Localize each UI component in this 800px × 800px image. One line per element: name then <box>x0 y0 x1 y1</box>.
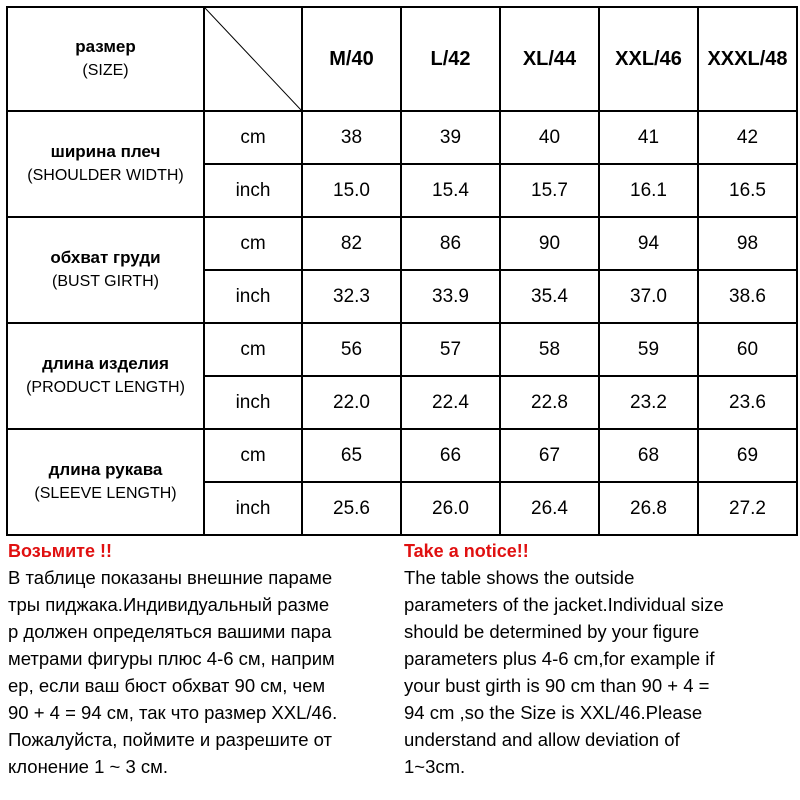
notice-line: parameters of the jacket.Individual size <box>404 594 724 615</box>
table-row-product-length-cm <box>7 323 797 376</box>
value-cell: 23.6 <box>698 376 797 429</box>
notice-line: your bust girth is 90 cm than 90 + 4 = <box>404 675 710 696</box>
notice-line: метрами фигуры плюс 4-6 см, наприм <box>8 648 335 669</box>
row-label-main: ширина плеч <box>50 142 161 161</box>
unit-inch-cell: inch <box>204 164 302 217</box>
value-cell: 35.4 <box>500 270 599 323</box>
value-cell: 26.4 <box>500 482 599 535</box>
value-cell: 90 <box>500 217 599 270</box>
row-label-sub: (SHOULDER WIDTH) <box>27 167 184 184</box>
notice-line: Пожалуйста, поймите и разрешите от <box>8 729 333 750</box>
value-cell: 26.0 <box>401 482 500 535</box>
unit-cm-cell: cm <box>204 429 302 482</box>
row-label-sub: (BUST GIRTH) <box>52 273 159 290</box>
row-label-main: длина изделия <box>42 354 169 373</box>
value-cell: 15.7 <box>500 164 599 217</box>
notice-line: тры пиджака.Индивидуальный разме <box>8 594 330 615</box>
row-label-product-length <box>7 323 204 429</box>
notice-line: understand and allow deviation of <box>404 729 680 750</box>
value-cell: 15.0 <box>302 164 401 217</box>
notice-line: 94 cm ,so the Size is XXL/46.Please <box>404 702 703 723</box>
value-cell: 22.4 <box>401 376 500 429</box>
row-label-bust-girth <box>7 217 204 323</box>
notice-russian <box>8 538 396 780</box>
value-cell: 39 <box>401 111 500 164</box>
value-cell: 58 <box>500 323 599 376</box>
value-cell: 66 <box>401 429 500 482</box>
row-label-sub: (PRODUCT LENGTH) <box>26 379 185 396</box>
size-header-l42: L/42 <box>401 7 500 111</box>
notice-line: В таблице показаны внешние параме <box>8 567 333 588</box>
value-cell: 38 <box>302 111 401 164</box>
notice-line: ер, если ваш бюст обхват 90 см, чем <box>8 675 326 696</box>
size-chart-table <box>6 6 798 536</box>
unit-inch-cell: inch <box>204 482 302 535</box>
value-cell: 23.2 <box>599 376 698 429</box>
size-label-sub: (SIZE) <box>82 62 129 79</box>
value-cell: 59 <box>599 323 698 376</box>
value-cell: 69 <box>698 429 797 482</box>
value-cell: 27.2 <box>698 482 797 535</box>
row-label-sub: (SLEEVE LENGTH) <box>34 485 177 502</box>
value-cell: 60 <box>698 323 797 376</box>
notice-line: should be determined by your figure <box>404 621 700 642</box>
value-cell: 57 <box>401 323 500 376</box>
notice-line: 90 + 4 = 94 см, так что размер XXL/46. <box>8 702 338 723</box>
notice-russian-title: Возьмите !! <box>8 541 112 561</box>
notice-section <box>0 538 800 800</box>
value-cell: 67 <box>500 429 599 482</box>
unit-cm-cell: cm <box>204 323 302 376</box>
value-cell: 16.5 <box>698 164 797 217</box>
notice-english <box>404 538 796 780</box>
size-label-cell <box>7 7 204 111</box>
value-cell: 65 <box>302 429 401 482</box>
notice-line: р должен определяться вашими пара <box>8 621 332 642</box>
value-cell: 86 <box>401 217 500 270</box>
value-cell: 68 <box>599 429 698 482</box>
unit-cm-cell: cm <box>204 111 302 164</box>
value-cell: 32.3 <box>302 270 401 323</box>
value-cell: 26.8 <box>599 482 698 535</box>
value-cell: 22.0 <box>302 376 401 429</box>
row-label-shoulder-width <box>7 111 204 217</box>
notice-line: The table shows the outside <box>404 567 635 588</box>
size-header-xxl46: XXL/46 <box>599 7 698 111</box>
diagonal-corner-cell <box>204 7 302 111</box>
table-row-sleeve-length-cm <box>7 429 797 482</box>
value-cell: 94 <box>599 217 698 270</box>
notice-english-title: Take a notice!! <box>404 541 529 561</box>
row-label-main: обхват груди <box>50 248 161 267</box>
value-cell: 38.6 <box>698 270 797 323</box>
table-row-shoulder-width-cm <box>7 111 797 164</box>
value-cell: 25.6 <box>302 482 401 535</box>
size-label-main: размер <box>75 37 136 56</box>
value-cell: 16.1 <box>599 164 698 217</box>
value-cell: 15.4 <box>401 164 500 217</box>
value-cell: 41 <box>599 111 698 164</box>
notice-line: parameters plus 4-6 cm,for example if <box>404 648 715 669</box>
value-cell: 37.0 <box>599 270 698 323</box>
value-cell: 82 <box>302 217 401 270</box>
row-label-main: длина рукава <box>48 460 163 479</box>
size-header-xl44: XL/44 <box>500 7 599 111</box>
unit-cm-cell: cm <box>204 217 302 270</box>
value-cell: 56 <box>302 323 401 376</box>
notice-russian-body <box>8 564 396 780</box>
notice-english-body <box>404 564 796 780</box>
value-cell: 33.9 <box>401 270 500 323</box>
size-header-xxxl48: XXXL/48 <box>698 7 797 111</box>
value-cell: 42 <box>698 111 797 164</box>
notice-line: 1~3cm. <box>404 756 466 777</box>
unit-inch-cell: inch <box>204 376 302 429</box>
value-cell: 40 <box>500 111 599 164</box>
size-header-m40: M/40 <box>302 7 401 111</box>
unit-inch-cell: inch <box>204 270 302 323</box>
notice-line: клонение 1 ~ 3 см. <box>8 756 168 777</box>
table-header-row <box>7 7 797 111</box>
value-cell: 22.8 <box>500 376 599 429</box>
diagonal-line <box>205 8 301 110</box>
value-cell: 98 <box>698 217 797 270</box>
row-label-sleeve-length <box>7 429 204 535</box>
table-row-bust-girth-cm <box>7 217 797 270</box>
